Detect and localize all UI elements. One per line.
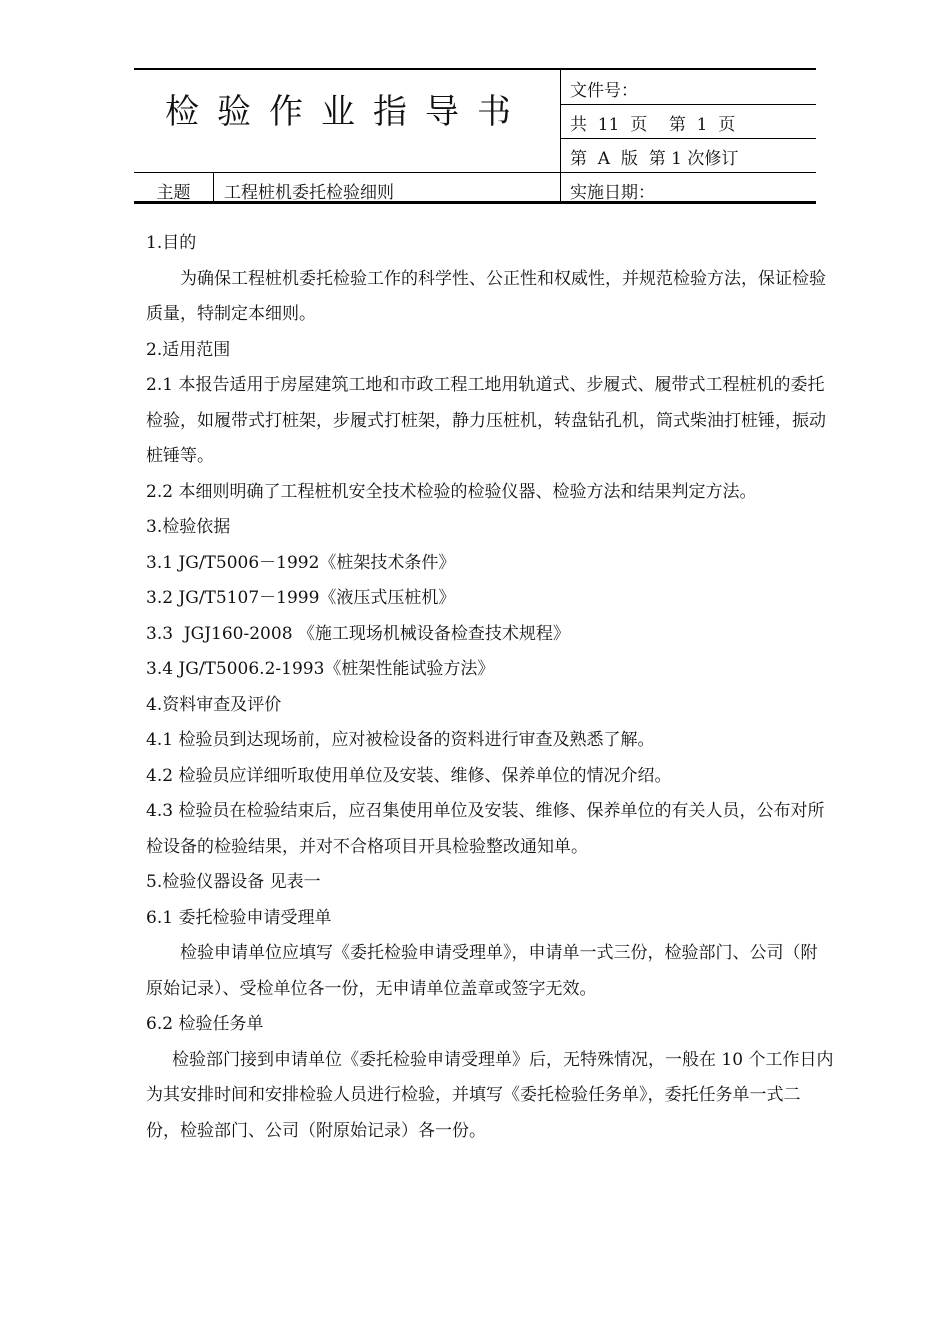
revision: 第 A 版 第 1 次修订 — [570, 149, 739, 169]
subject-label: 主题 — [156, 183, 191, 203]
divider — [560, 70, 561, 201]
divider — [560, 172, 816, 173]
paragraph: 为确保工程桩机委托检验工作的科学性、公正性和权威性，并规范检验方法，保证检验质量，特制定本细则。 — [146, 268, 826, 324]
divider — [213, 172, 214, 201]
section-heading: 4.资料审查及评价 — [146, 694, 282, 715]
header-table — [134, 68, 816, 204]
paragraph: 4.3 检验员在检验结束后，应召集使用单位及安装、维修、保养单位的有关人员，公布对所检设备的检验结果，并对不合格项目开具检验整改通知单。 — [146, 801, 825, 857]
section-heading: 5.检验仪器设备 见表一 — [146, 872, 321, 892]
page-count: 共 11 页 第 1 页 — [570, 115, 736, 135]
reference-item: 3.2 JG/T5107－1999《液压式压桩机》 — [146, 588, 456, 608]
file-number: 文件号： — [570, 81, 638, 101]
section-heading: 3.检验依据 — [146, 517, 231, 537]
paragraph: 4.2 检验员应详细听取使用单位及安装、维修、保养单位的情况介绍。 — [146, 765, 672, 786]
divider — [134, 172, 560, 173]
paragraph: 4.1 检验员到达现场前，应对被检设备的资料进行审查及熟悉了解。 — [146, 730, 655, 750]
paragraph: 检验申请单位应填写《委托检验申请受理单》，申请单一式三份，检验部门、公司（附原始记录）、受检单位各一份，无申请单位盖章或签字无效。 — [146, 943, 818, 999]
implementation-date: 实施日期： — [570, 183, 655, 203]
document-body — [146, 226, 834, 1149]
section-heading: 1.目的 — [146, 233, 197, 253]
paragraph: 2.2 本细则明确了工程桩机安全技术检验的检验仪器、检验方法和结果判定方法。 — [146, 481, 757, 502]
document-title: 检验作业指导书 — [165, 92, 529, 132]
reference-item: 3.4 JG/T5006.2-1993《桩架性能试验方法》 — [146, 659, 495, 679]
section-heading: 6.1 委托检验申请受理单 — [146, 907, 332, 928]
divider — [560, 104, 816, 105]
section-heading: 6.2 检验任务单 — [146, 1014, 264, 1034]
section-heading: 2.适用范围 — [146, 339, 231, 360]
subject: 工程桩机委托检验细则 — [224, 183, 394, 203]
reference-item: 3.1 JG/T5006－1992《桩架技术条件》 — [146, 552, 456, 573]
divider — [560, 138, 816, 139]
paragraph: 2.1 本报告适用于房屋建筑工地和市政工程工地用轨道式、步履式、履带式工程桩机的委托检验，如履带式打桩架，步履式打桩架，静力压桩机，转盘钻孔机，筒式柴油打桩锤，振动桩锤等。 — [146, 375, 826, 466]
paragraph: 检验部门接到申请单位《委托检验申请受理单》后，无特殊情况，一般在 10 个工作日内为其安排时间和安排检验人员进行检验，并填写《委托检验任务单》，委托任务单一式二份，检验部门、公司（附原始记录）各一份。 — [146, 1049, 834, 1141]
reference-item: 3.3 JGJ160-2008 《施工现场机械设备检查技术规程》 — [146, 623, 570, 644]
